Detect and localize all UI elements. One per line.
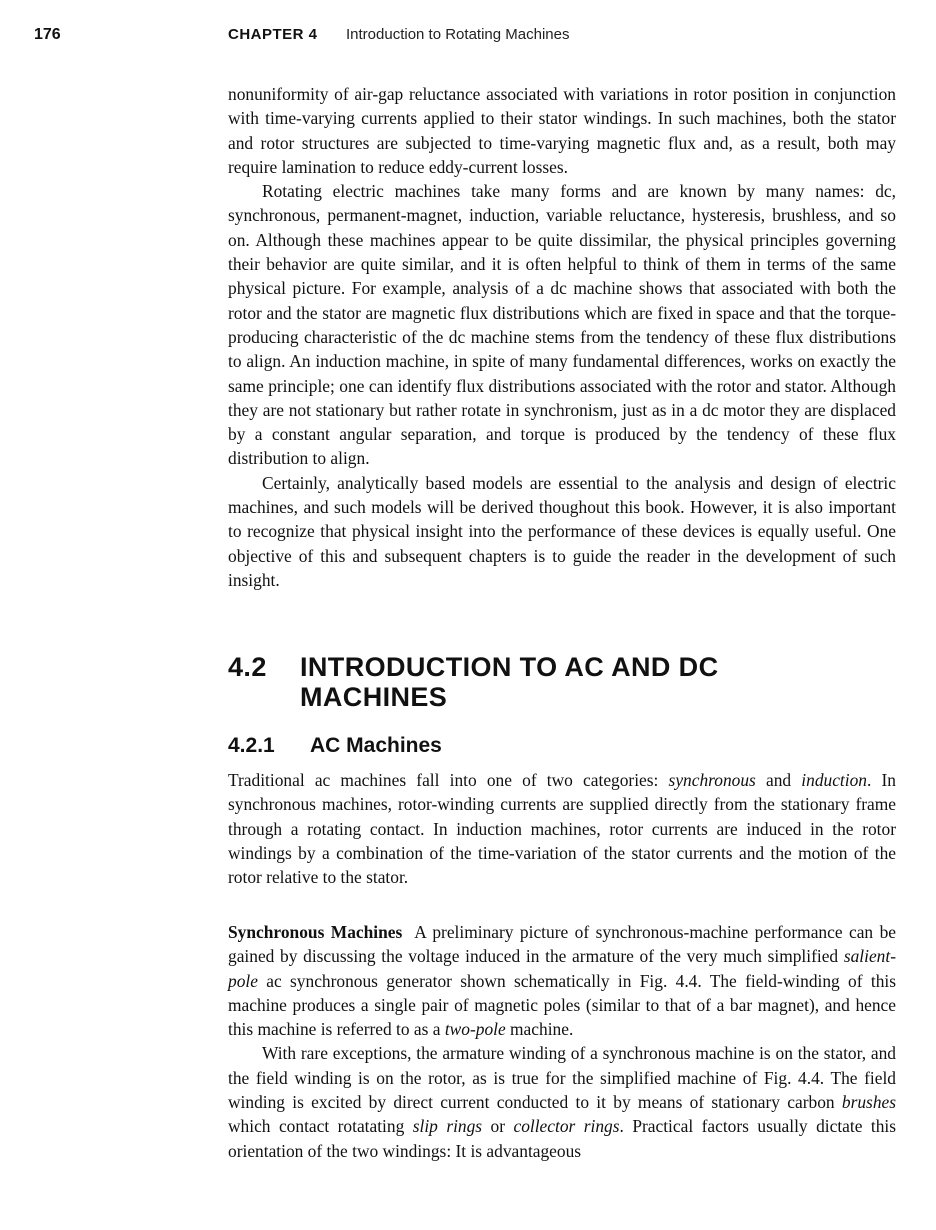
paragraph: Rotating electric machines take many forms and are known by many names: dc, synchronous, permanent-magnet, induction, variable reluctance, hysteresis, brushless, and so on. Although these machines appear to be quite dissimilar, the physical principles governing their behavior are quite similar, and it is often helpful to think of them in terms of the same physical picture. For example, analysis of a dc machine shows that associated with both the rotor and the stator are magnetic flux distributions which are fixed in space and that the torque-producing characteristic of the dc machine stems from the tendency of these flux distributions to align. An induction machine, in spite of many fundamental differences, works on exactly the same principle; one can identify flux distributions associated with the rotor and stator. Although they are not stationary but rather rotate in synchronism, just as in a dc motor they are displaced by a constant angular separation, and torque is produced by the tendency of these flux distribution to align. xyxy=(228,181,896,469)
runin-heading: Synchronous Machines xyxy=(228,922,403,942)
emphasis: brushes xyxy=(841,1092,896,1113)
text-run: or xyxy=(482,1116,514,1137)
section-number: 4.2 xyxy=(228,652,267,682)
text-run: With rare exceptions, the armature winding of a synchronous machine is on the stator, and the field winding is on the rotor, as is true for the simplified machine of Fig. 4.4. The field winding is excited by direct current conducted to it by means of stationary carbon xyxy=(228,1043,896,1113)
chapter-title: Introduction to Rotating Machines xyxy=(346,26,570,43)
running-head xyxy=(34,26,896,50)
emphasis: collector rings xyxy=(513,1116,620,1137)
synchronous-machines-text xyxy=(228,920,896,1163)
text-run: and xyxy=(755,770,802,790)
emphasis: induction xyxy=(801,770,867,790)
emphasis: synchronous xyxy=(668,770,756,790)
section-heading xyxy=(228,652,718,712)
text-run: ac synchronous generator shown schematically in Fig. 4.4. The field-winding of this machine produces a single pair of magnetic poles (similar to that of a bar magnet), and hence this machine is referred to as a xyxy=(228,970,896,1040)
text-run: . In synchronous machines, rotor-winding currents are supplied directly from the stationary frame through a rotating contact. In induction machines, rotor currents are induced in the rotor windings by a combination of the time-variation of the stator currents and the motion of the rotor relative to the stator. xyxy=(228,770,897,888)
intro-text xyxy=(228,82,896,592)
chapter-label: CHAPTER 4 xyxy=(228,26,318,43)
paragraph: Certainly, analytically based models are essential to the analysis and design of electric machines, and such models will be derived thoughout this book. However, it is also important to recognize that physical insight into the performance of these devices is equally useful. One objective of this and subsequent chapters is to guide the reader in the development of such insight. xyxy=(228,472,896,590)
text-run: A preliminary picture of synchronous-machine performance can be gained by discussing the voltage induced in the armature of the very much simplified xyxy=(228,922,896,967)
page-number: 176 xyxy=(34,26,61,43)
ac-machines-text xyxy=(228,768,896,889)
paragraph: nonuniformity of air-gap reluctance associated with variations in rotor position in conjunction with time-varying currents applied to their stator windings. In such machines, both the stator and rotor structures are subjected to time-varying magnetic flux and, as a result, both may require lamination to reduce eddy-current losses. xyxy=(228,84,896,177)
subsection-title: AC Machines xyxy=(310,734,442,757)
subsection-heading xyxy=(228,734,442,758)
emphasis: two-pole xyxy=(444,1019,506,1040)
text-run: . Practical factors usually dictate this orientation of the two windings: It is advantageous xyxy=(228,1116,896,1161)
subsection-number: 4.2.1 xyxy=(228,734,275,757)
emphasis: salient-pole xyxy=(228,946,896,991)
text-run: which contact rotatating xyxy=(228,1116,413,1137)
paragraph xyxy=(228,768,896,889)
text-run: Traditional ac machines fall into one of two categories: xyxy=(228,770,669,790)
paragraph xyxy=(228,1041,896,1162)
section-title-line1: INTRODUCTION TO AC AND DC xyxy=(300,652,719,682)
text-run: machine. xyxy=(505,1019,574,1040)
paragraph xyxy=(228,920,896,1041)
emphasis: slip rings xyxy=(412,1116,483,1137)
section-title-line2: MACHINES xyxy=(300,682,448,712)
